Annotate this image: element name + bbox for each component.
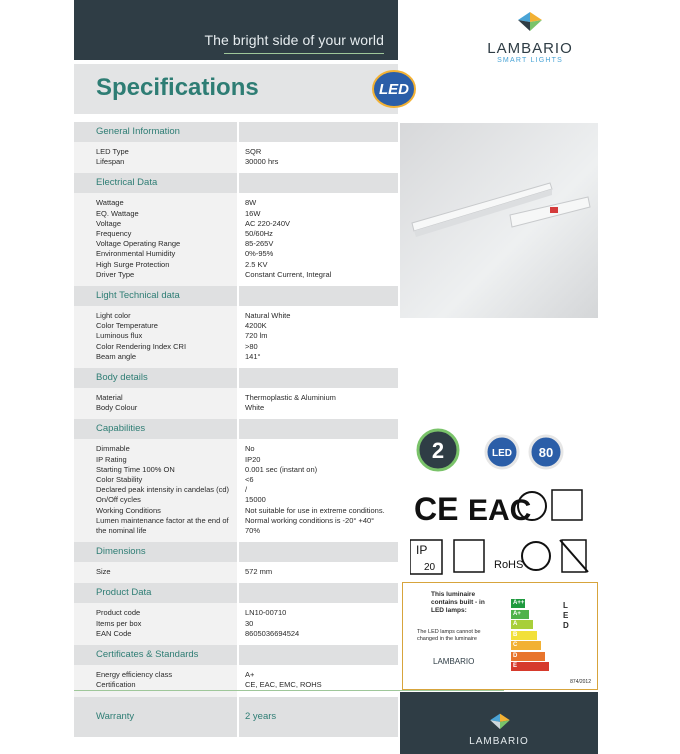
spec-value: 16W — [245, 208, 261, 218]
energy-class-bar: E — [511, 662, 549, 671]
eac-mark-icon: EAC — [468, 494, 532, 527]
spec-value: 8605036694524 — [245, 628, 300, 638]
spec-value: AC 220-240V — [245, 218, 291, 228]
rohs-icon: RoHS — [494, 559, 524, 571]
spec-label: IP Rating — [96, 454, 127, 464]
section-body — [74, 665, 398, 696]
spec-value: >80 — [245, 341, 258, 351]
warranty-row — [74, 697, 398, 737]
spec-value: Not suitable for use in extreme conditions. — [245, 505, 385, 515]
section-value-cell — [237, 583, 398, 603]
section-title: Dimensions — [96, 546, 146, 558]
section-title: General Information — [96, 126, 180, 137]
brand-subtitle: SMART LIGHTS — [497, 57, 563, 64]
spec-value: 4200K — [245, 321, 267, 331]
header-bar — [74, 0, 398, 60]
spec-label: Light color — [96, 311, 131, 321]
section-title: Electrical Data — [96, 177, 158, 189]
warranty-value: 2 years — [237, 697, 398, 737]
section-header — [74, 583, 398, 603]
spec-value: 85-265V — [245, 239, 274, 249]
section-header — [74, 286, 398, 306]
section-value-cell — [237, 122, 398, 142]
spec-value: 720 lm — [245, 331, 268, 341]
svg-text:2: 2 — [431, 438, 445, 463]
spec-value: 30 — [245, 618, 254, 628]
energy-label-brand: LAMBARIO — [433, 657, 475, 666]
spec-value: 30000 hrs — [245, 157, 279, 167]
spec-label: EAN Code — [96, 628, 132, 638]
spec-label: Material — [96, 393, 123, 403]
spec-value: No — [245, 444, 255, 454]
svg-text:IP: IP — [416, 543, 428, 557]
tagline: The bright side of your world — [204, 32, 384, 48]
spec-label: Certification — [96, 680, 136, 690]
spec-label: Color Rendering Index CRI — [96, 341, 187, 351]
energy-class-bar: C — [511, 641, 541, 650]
section-value-cell — [237, 286, 398, 306]
energy-class-bar: A++ — [513, 600, 525, 606]
footer-divider — [74, 690, 504, 691]
spec-label: Size — [96, 567, 111, 577]
section-title: Light Technical data — [96, 290, 180, 302]
brand-name: LAMBARIO — [487, 40, 573, 57]
footer-bar — [400, 692, 598, 754]
section-body — [74, 142, 398, 173]
page-title: Specifications — [96, 74, 259, 101]
energy-label-regulation: 874/2012 — [570, 679, 591, 685]
switch-indicator — [550, 207, 558, 213]
ce-mark-icon: CE — [414, 491, 459, 527]
led-round-icon — [486, 436, 518, 468]
spec-label: Driver Type — [96, 269, 135, 279]
energy-class-scale — [511, 599, 549, 673]
section-title: Capabilities — [96, 423, 146, 435]
energy-class-bar: A+ — [511, 610, 529, 619]
spec-value: A+ — [245, 670, 255, 680]
spec-value: Thermoplastic & Aluminium — [245, 393, 336, 403]
spec-label: High Surge Protection — [96, 259, 170, 269]
spec-label: Working Conditions — [96, 505, 161, 515]
spec-value: White — [245, 403, 265, 413]
energy-class-bar: B — [511, 631, 537, 640]
section-header — [74, 645, 398, 665]
spec-value: 0%-95% — [245, 249, 274, 259]
section-value-cell — [237, 645, 398, 665]
section-header — [74, 542, 398, 562]
brand-logo — [470, 10, 590, 70]
certification-icons — [410, 428, 598, 583]
indoor-use-icon — [454, 540, 484, 572]
spec-label: Voltage Operating Range — [96, 239, 181, 249]
section-body — [74, 439, 398, 542]
section-header — [74, 419, 398, 439]
spec-label: Declared peak intensity in candelas (cd) — [96, 485, 229, 495]
spec-label: Wattage — [96, 198, 124, 208]
spec-label: Lifespan — [96, 157, 125, 167]
spec-label: On/Off cycles — [96, 495, 141, 505]
spec-value: Constant Current, Integral — [245, 269, 332, 279]
svg-text:80: 80 — [538, 445, 554, 460]
section-value-cell — [237, 368, 398, 388]
energy-label-led: L E D — [563, 601, 569, 630]
section-body — [74, 603, 398, 645]
spec-value: 0.001 sec (instant on) — [245, 464, 318, 474]
spec-value: Natural White — [245, 311, 291, 321]
spec-value: SQR — [245, 147, 262, 156]
energy-label-heading: This luminaire contains built - in LED lamps: — [431, 591, 485, 614]
spec-value: / — [245, 485, 248, 495]
energy-label-note: The LED lamps cannot be changed in the luminaire — [417, 629, 481, 642]
section-header — [74, 173, 398, 193]
svg-text:LED: LED — [492, 448, 512, 459]
spec-label: EQ. Wattage — [96, 208, 139, 218]
energy-class-bar: A — [511, 620, 533, 629]
spec-label: Beam angle — [96, 351, 137, 361]
tagline-underline — [224, 53, 384, 54]
spec-value: 572 mm — [245, 567, 273, 577]
section-header — [74, 368, 398, 388]
section-value-cell — [237, 419, 398, 439]
warranty-2-years-icon — [418, 430, 458, 470]
spec-value: CE, EAC, EMC, ROHS — [245, 680, 322, 690]
svg-text:20: 20 — [424, 562, 436, 573]
section-body — [74, 193, 398, 286]
spec-label: Voltage — [96, 218, 122, 228]
spec-label: Items per box — [96, 618, 142, 628]
led-badge-text: LED — [379, 81, 409, 98]
spec-label: Color Stability — [96, 475, 143, 485]
footer-brand-name: LAMBARIO — [469, 736, 529, 747]
section-body — [74, 306, 398, 368]
spec-label: LED Type — [96, 147, 129, 156]
lambario-logo-icon — [516, 10, 544, 32]
section-body — [74, 388, 398, 419]
spec-label: Product code — [96, 608, 141, 618]
spec-value: 15000 — [245, 495, 266, 505]
spec-label: Body Colour — [96, 403, 138, 413]
spec-label: Lumen maintenance factor at the end of — [96, 515, 229, 525]
spec-label: Starting Time 100% ON — [96, 464, 175, 474]
footer-logo-icon — [488, 712, 512, 730]
spec-value: 141° — [245, 351, 261, 361]
recycle-icon — [522, 542, 550, 570]
spec-label: Environmental Humidity — [96, 249, 176, 259]
fragile-icon — [552, 490, 582, 520]
section-title: Product Data — [96, 587, 152, 599]
section-header — [74, 122, 398, 142]
section-body — [74, 562, 398, 583]
spec-label: Energy efficiency class — [96, 670, 173, 680]
spec-value: 2.5 KV — [245, 259, 268, 269]
section-title: Certificates & Standards — [96, 649, 199, 661]
spec-value: <6 — [245, 475, 254, 485]
section-value-cell — [237, 542, 398, 562]
spec-table — [74, 122, 398, 737]
section-title: Body details — [96, 372, 148, 384]
spec-value: Normal working conditions is -20° +40° — [245, 515, 375, 525]
energy-label — [402, 582, 598, 690]
energy-class-bar: D — [511, 652, 545, 661]
led-badge — [372, 70, 416, 108]
spec-label: Luminous flux — [96, 331, 143, 341]
spec-value: 50/60Hz — [245, 229, 273, 239]
spec-value: 8W — [245, 198, 257, 208]
cri-80-icon — [530, 436, 562, 468]
spec-label: Dimmable — [96, 444, 130, 454]
spec-value: IP20 — [245, 454, 261, 464]
spec-label: the nominal life — [96, 526, 147, 536]
section-value-cell — [237, 173, 398, 193]
spec-value: LN10-00710 — [245, 608, 287, 618]
spec-label: Frequency — [96, 229, 132, 239]
spec-label: Color Temperature — [96, 321, 158, 331]
product-image — [400, 123, 598, 318]
warranty-label: Warranty — [96, 710, 135, 722]
spec-value: 70% — [245, 526, 261, 536]
specifications-banner — [74, 64, 398, 114]
